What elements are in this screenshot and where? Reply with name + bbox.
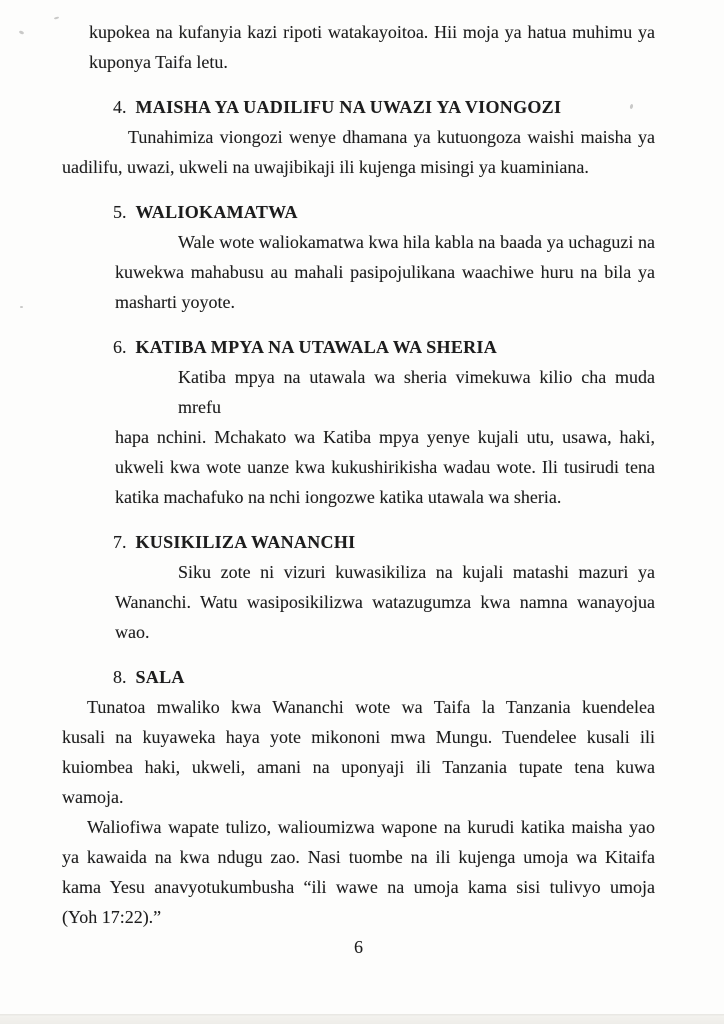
section-title: MAISHA YA UADILIFU NA UWAZI YA VIONGOZI	[135, 97, 562, 117]
section-number: 6.	[113, 337, 127, 357]
section-number: 8.	[113, 667, 127, 687]
text-line: ya kawaida na kwa ndugu zao. Nasi tuombe na ili kujenga umoja wa Kitaifa	[62, 847, 655, 867]
section-title: SALA	[135, 667, 185, 687]
section-title: KUSIKILIZA WANANCHI	[135, 532, 356, 552]
scan-speck	[19, 30, 25, 35]
text-line: wao.	[115, 622, 150, 642]
text-line: Waliofiwa wapate tulizo, walioumizwa wapone na kurudi katika maisha yao	[87, 817, 655, 837]
section-heading-7	[113, 527, 655, 557]
scan-edge-shadow	[0, 1014, 724, 1024]
text-line: hapa nchini. Mchakato wa Katiba mpya yenye kujali utu, usawa, haki,	[115, 427, 655, 447]
section-8-body	[62, 692, 655, 812]
text-line: wamoja.	[62, 787, 124, 807]
text-line: kusali na kuyaweka haya yote mikononi mwa Mungu. Tuendelee kusali ili	[62, 727, 655, 747]
page-number: 6	[354, 937, 363, 957]
section-title: KATIBA MPYA NA UTAWALA WA SHERIA	[135, 337, 498, 357]
text-line: Wale wote waliokamatwa kwa hila kabla na baada ya uchaguzi na	[178, 232, 655, 252]
text-line: katika machafuko na nchi iongozwe katika utawala wa sheria.	[115, 487, 562, 507]
text-line: Katiba mpya na utawala wa sheria vimekuwa kilio cha muda mrefu	[178, 367, 655, 417]
section-heading-8	[113, 662, 655, 692]
text-line: Siku zote ni vizuri kuwasikiliza na kujali matashi mazuri ya	[178, 562, 655, 582]
section-title: WALIOKAMATWA	[135, 202, 298, 222]
text-line: kuwekwa mahabusu au mahali pasipojulikana waachiwe huru na bila ya	[115, 262, 655, 282]
text-line: uadilifu, uwazi, ukweli na uwajibikaji ili kujenga misingi ya kuaminiana.	[62, 157, 589, 177]
section-5-body	[115, 227, 655, 317]
text-line: kupokea na kufanyia kazi ripoti watakayoitoa. Hii moja ya hatua muhimu ya	[89, 22, 655, 42]
section-heading-4	[113, 92, 655, 122]
section-heading-6	[113, 332, 655, 362]
scan-speck	[54, 16, 59, 19]
text-line: (Yoh 17:22).”	[62, 907, 162, 927]
text-line: ukweli kwa wote uanze kwa kukushirikisha wadau wote. Ili tusirudi tena	[115, 457, 655, 477]
section-7-body	[115, 557, 655, 647]
text-line: kuponya Taifa letu.	[89, 52, 228, 72]
text-line: Tunahimiza viongozi wenye dhamana ya kutuongoza waishi maisha ya	[128, 127, 655, 147]
intro-paragraph	[89, 17, 655, 77]
text-line: kama Yesu anavyotukumbusha “ili wawe na umoja kama sisi tulivyo umoja	[62, 877, 655, 897]
closing-paragraph	[62, 812, 655, 932]
text-line: masharti yoyote.	[115, 292, 235, 312]
section-number: 5.	[113, 202, 127, 222]
section-6-body	[115, 362, 655, 512]
section-4-body	[62, 122, 655, 182]
text-line: Wananchi. Watu wasiposikilizwa watazugumza kwa namna wanayojua	[115, 592, 655, 612]
scan-speck	[20, 306, 23, 308]
text-line: kuiombea haki, ukweli, amani na uponyaji ili Tanzania tupate tena kuwa	[62, 757, 655, 777]
text-line: Tunatoa mwaliko kwa Wananchi wote wa Taifa la Tanzania kuendelea	[87, 697, 655, 717]
section-number: 4.	[113, 97, 127, 117]
section-heading-5	[113, 197, 655, 227]
section-number: 7.	[113, 532, 127, 552]
